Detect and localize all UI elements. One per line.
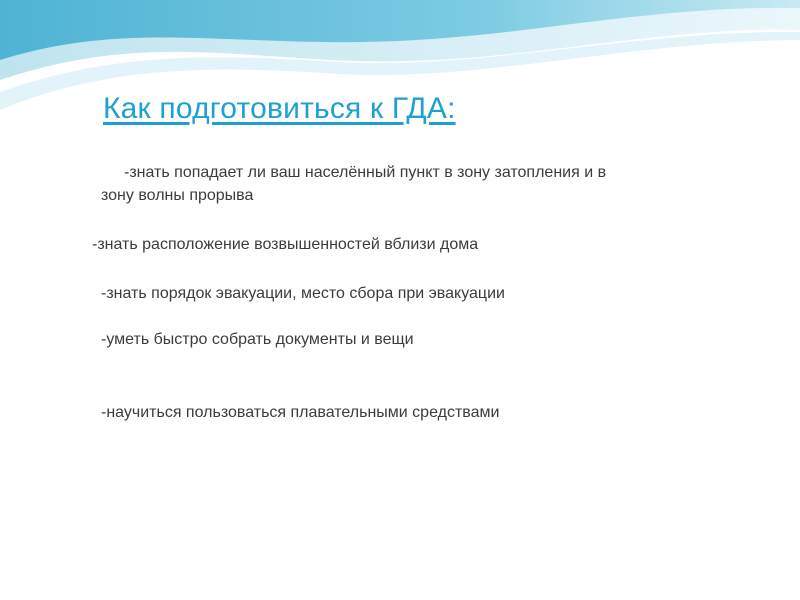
slide-title: Как подготовиться к ГДА: — [103, 92, 456, 125]
list-item: -уметь быстро собрать документы и вещи — [101, 331, 414, 348]
list-item-continuation: зону волны прорыва — [101, 187, 254, 204]
list-item: -знать порядок эвакуации, место сбора при эвакуации — [101, 285, 505, 302]
list-item: -знать попадает ли ваш населённый пункт в зону затопления и в — [124, 164, 607, 181]
list-item: -знать расположение возвышенностей вблизи дома — [92, 236, 479, 253]
list-item: -научиться пользоваться плавательными средствами — [101, 404, 500, 421]
